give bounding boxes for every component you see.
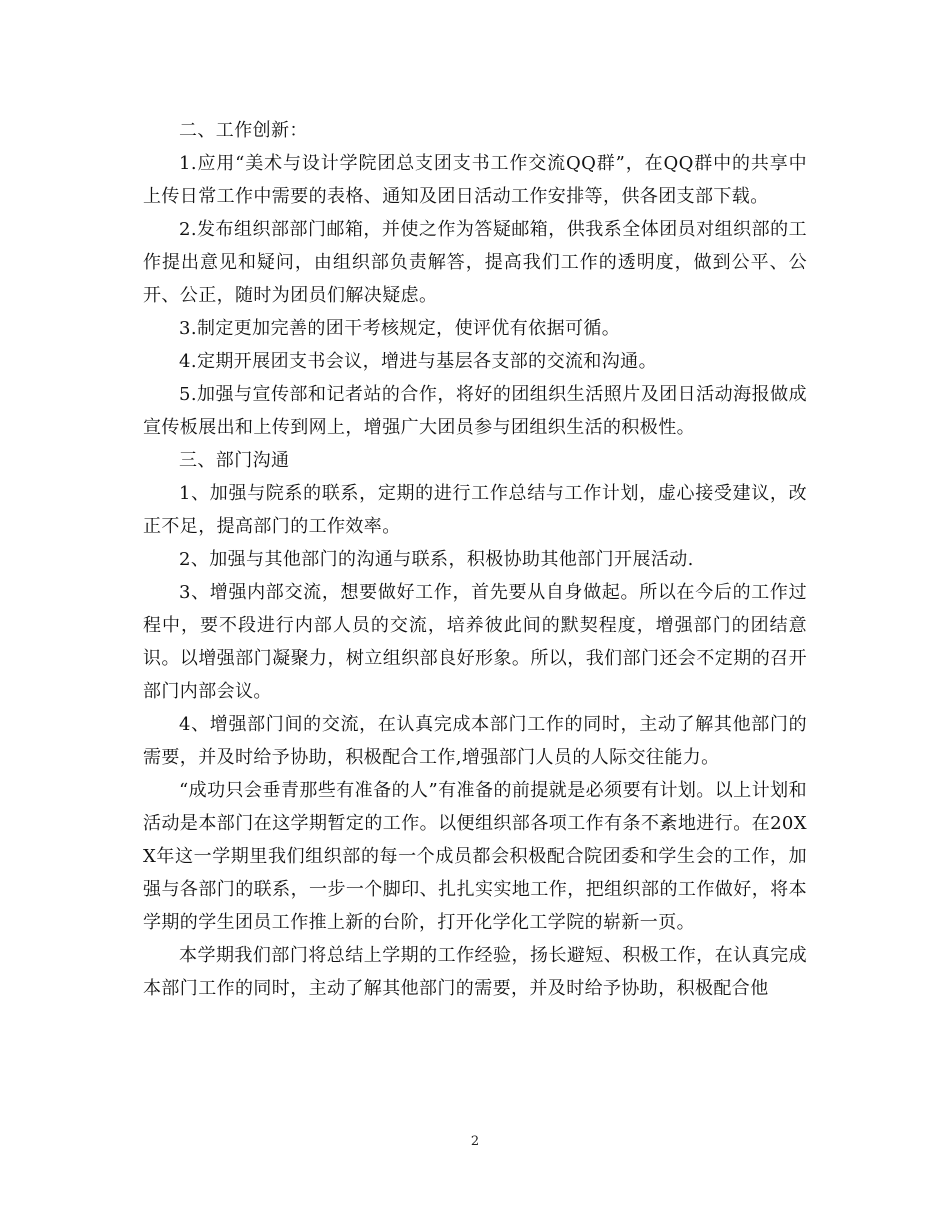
document-body [143, 114, 807, 1005]
section-heading-communication: 三、部门沟通 [179, 450, 290, 471]
paragraph-item-5: 5.加强与宣传部和记者站的合作，将好的团组织生活照片及团日活动海报做成宣传板展出和上传到网上，增强广大团员参与团组织生活的积极性。 [143, 384, 807, 438]
paragraph-item-2: 2.发布组织部部门邮箱，并使之作为答疑邮箱，供我系全体团员对组织部的工作提出意见和疑问，由组织部负责解答，提高我们工作的透明度，做到公平、公开、公正，随时为团员们解决疑虑。 [143, 219, 807, 306]
paragraph-item-1: 1.应用“美术与设计学院团总支团支书工作交流QQ群”，在QQ群中的共享中上传日常工作中需要的表格、通知及团日活动工作安排等，供各团支部下载。 [143, 153, 807, 207]
paragraph-closing: 本学期我们部门将总结上学期的工作经验，扬长避短、积极工作，在认真完成本部门工作的同时，主动了解其他部门的需要，并及时给予协助，积极配合他 [143, 945, 807, 999]
paragraph-comm-2: 2、加强与其他部门的沟通与联系，积极协助其他部门开展活动. [179, 549, 694, 570]
paragraph-comm-4: 4、增强部门间的交流，在认真完成本部门工作的同时，主动了解其他部门的需要，并及时给予协助，积极配合工作,增强部门人员的人际交往能力。 [143, 714, 807, 768]
section-heading-innovation: 二、工作创新： [179, 120, 308, 141]
paragraph-item-4: 4.定期开展团支书会议，增进与基层各支部的交流和沟通。 [179, 351, 657, 372]
paragraph-comm-3: 3、增强内部交流，想要做好工作，首先要从自身做起。所以在今后的工作过程中，要不段进行内部人员的交流，培养彼此间的默契程度，增强部门的团结意识。以增强部门凝聚力，树立组织部良好形象。所以，我们部门还会不定期的召开部门内部会议。 [143, 582, 807, 702]
paragraph-item-3: 3.制定更加完善的团干考核规定，使评优有依据可循。 [179, 318, 621, 339]
paragraph-comm-1: 1、加强与院系的联系，定期的进行工作总结与工作计划，虚心接受建议，改正不足，提高部门的工作效率。 [143, 483, 807, 537]
paragraph-conclusion: “成功只会垂青那些有准备的人”有准备的前提就是必须要有计划。以上计划和活动是本部门在这学期暂定的工作。以便组织部各项工作有条不紊地进行。在20XX年这一学期里我们组织部的每一个成员都会积极配合院团委和学生会的工作，加强与各部门的联系，一步一个脚印、扎扎实实地工作，把组织部的工作做好，将本学期的学生团员工作推上新的台阶，打开化学化工学院的崭新一页。 [143, 780, 807, 933]
page-number: 2 [470, 1134, 480, 1149]
